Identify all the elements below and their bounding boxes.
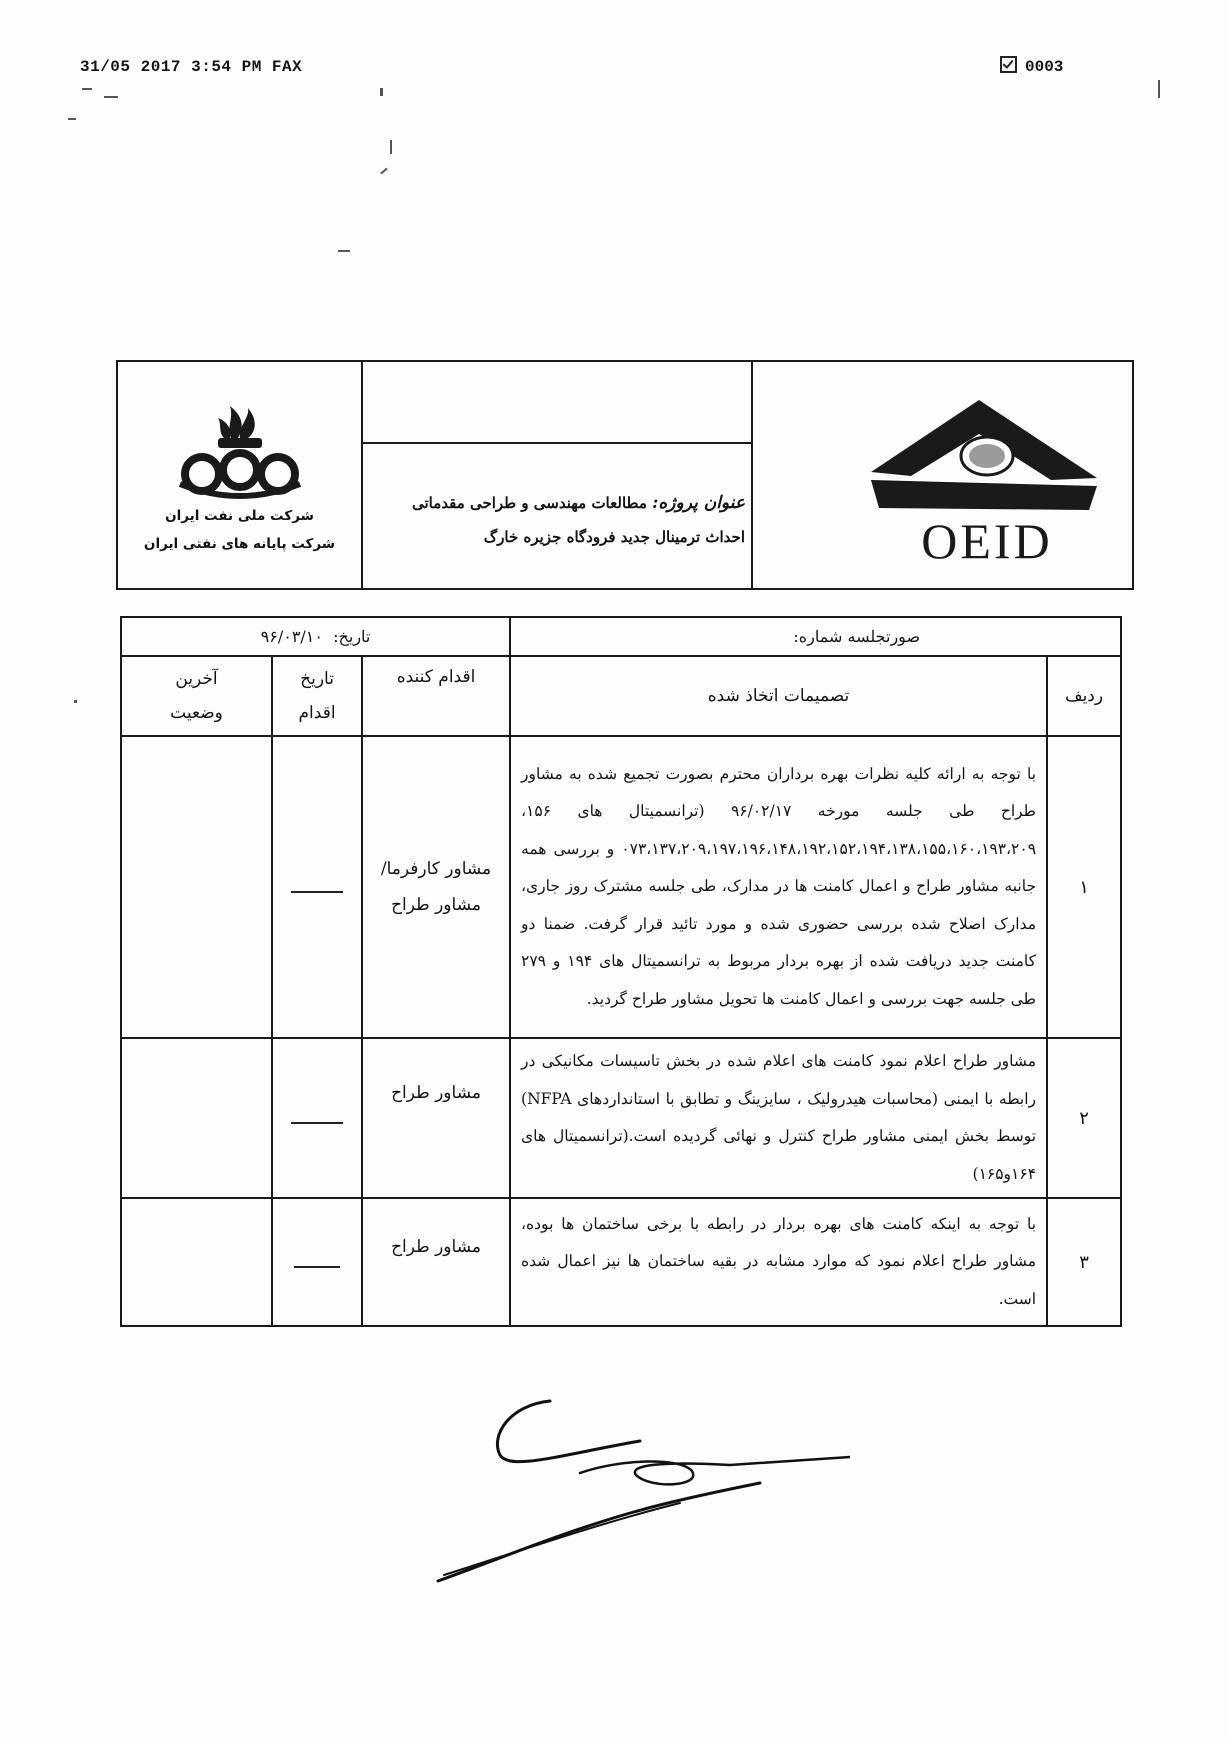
row-decision-text: مشاور طراح اعلام نمود کامنت های اعلام شده در بخش تاسیسات مکانیکی در رابطه با ایمنی (محاسبات هیدرولیک ، سایزینگ و تطابق با استانداردهای NFPA) توسط بخش ایمنی مشاور طراح کنترل و نهائی گردیده است.(ترانسمیتال های ۱۶۴و۱۶۵) [510, 1038, 1047, 1198]
fax-page-number [1000, 56, 1063, 76]
table-row [121, 1198, 1121, 1326]
column-header-decisions: تصمیمات اتخاذ شده [510, 656, 1047, 736]
scan-speck [390, 140, 392, 154]
oeid-logo-text: OEID [921, 513, 1053, 569]
scan-speck [74, 700, 77, 703]
dash-line [294, 1266, 340, 1268]
nioc-flame-logo-icon [118, 388, 361, 528]
table-row [121, 1038, 1121, 1198]
row-number: ۳ [1047, 1198, 1121, 1326]
oeid-logo-panel [751, 362, 1132, 588]
project-panel [361, 362, 753, 588]
row-decision-text: با توجه به اینکه کامنت های بهره بردار در رابطه با برخی ساختمان ها بوده، مشاور طراح اعلام نمود که موارد مشابه در بقیه ساختمان ها نیز اعمال شده است. [510, 1198, 1047, 1326]
signature-icon [430, 1395, 850, 1595]
document-header [116, 360, 1134, 590]
session-number [510, 617, 1121, 656]
row-status [121, 1038, 272, 1198]
scan-speck [104, 96, 118, 98]
row-number: ۲ [1047, 1038, 1121, 1198]
row-action-date [272, 1198, 362, 1326]
project-title: مطالعات مهندسی و طراحی مقدماتی [411, 494, 647, 512]
column-header-action-date [272, 656, 362, 736]
row-status [121, 1198, 272, 1326]
column-header-action-date-line2: اقدام [298, 703, 336, 723]
dash-line [291, 1122, 343, 1124]
column-header-status [121, 656, 272, 736]
row-action-date [272, 1038, 362, 1198]
session-number-label: صورتجلسه شماره: [793, 627, 921, 646]
table-header-row [121, 656, 1121, 736]
column-header-action-date-line1: تاریخ [300, 669, 334, 689]
column-header-row-number: ردیف [1047, 656, 1121, 736]
minutes-table [120, 616, 1122, 1327]
company-logo-panel [118, 362, 363, 588]
fax-page-value: 0003 [1025, 58, 1064, 76]
row-number: ۱ [1047, 736, 1121, 1038]
project-label: عنوان پروژه: [652, 493, 745, 513]
session-info-row [121, 617, 1121, 656]
row-decision-text: با توجه به ارائه کلیه نظرات بهره برداران محترم بصورت تجمیع شده به مشاور طراح طی جلسه مورخه ۹۶/۰۲/۱۷ (ترانسمیتال های ۱۵۶، ۰۷۳،۱۳۷،۲۰۹،۱۹۷،۱۹۶،۱۴۸،۱۹۲،۱۵۲،۱۹۴،۱۳۸،۱۵۵،۱۶۰،۱۹۳،۲۰۹ و بررسی همه جانبه مشاور طراح و اعمال کامنت ها در مدارک، طی جلسه مشترک روز جاری، مدارک اصلاح شده بررسی حضوری شده و مورد تائید قرار گرفت. ضمنا دو کامنت جدید دریافت شده از بهره بردار مربوط به ترانسمیتال های ۱۹۴ و ۲۷۹ طی جلسه جهت بررسی و اعمال کامنت ها تحویل مشاور طراح گردید. [510, 736, 1047, 1038]
scan-speck [1158, 80, 1160, 98]
session-date-label: تاریخ: [333, 627, 371, 646]
session-date [121, 617, 510, 656]
divider [361, 442, 751, 444]
row-actor: مشاور کارفرما/مشاور طراح [362, 736, 510, 1038]
session-date-value: ۹۶/۰۳/۱۰ [260, 627, 323, 646]
scan-speck [338, 250, 350, 252]
scan-speck [68, 118, 76, 120]
company-name-iotc: شرکت پایانه های نفتی ایران [143, 536, 336, 552]
column-header-status-line2: وضعیت [170, 703, 223, 723]
fax-header: 31/05 2017 3:54 PM FAX [80, 58, 303, 76]
project-title-block [375, 486, 745, 554]
row-action-date [272, 736, 362, 1038]
company-name-nioc: شرکت ملی نفت ایران [165, 508, 314, 524]
dash-line [291, 891, 343, 893]
checkbox-icon [1000, 56, 1017, 73]
row-status [121, 736, 272, 1038]
scan-speck [380, 168, 387, 175]
scan-speck [380, 88, 383, 96]
project-subtitle: احداث ترمینال جدید فرودگاه جزیره خارگ [483, 528, 745, 546]
scan-speck [82, 88, 92, 90]
row-actor: مشاور طراح [362, 1198, 510, 1326]
column-header-actor: اقدام کننده [362, 656, 510, 736]
table-row [121, 736, 1121, 1038]
row-actor: مشاور طراح [362, 1038, 510, 1198]
oeid-logo-icon [751, 362, 1132, 588]
column-header-status-line1: آخرین [175, 669, 218, 689]
